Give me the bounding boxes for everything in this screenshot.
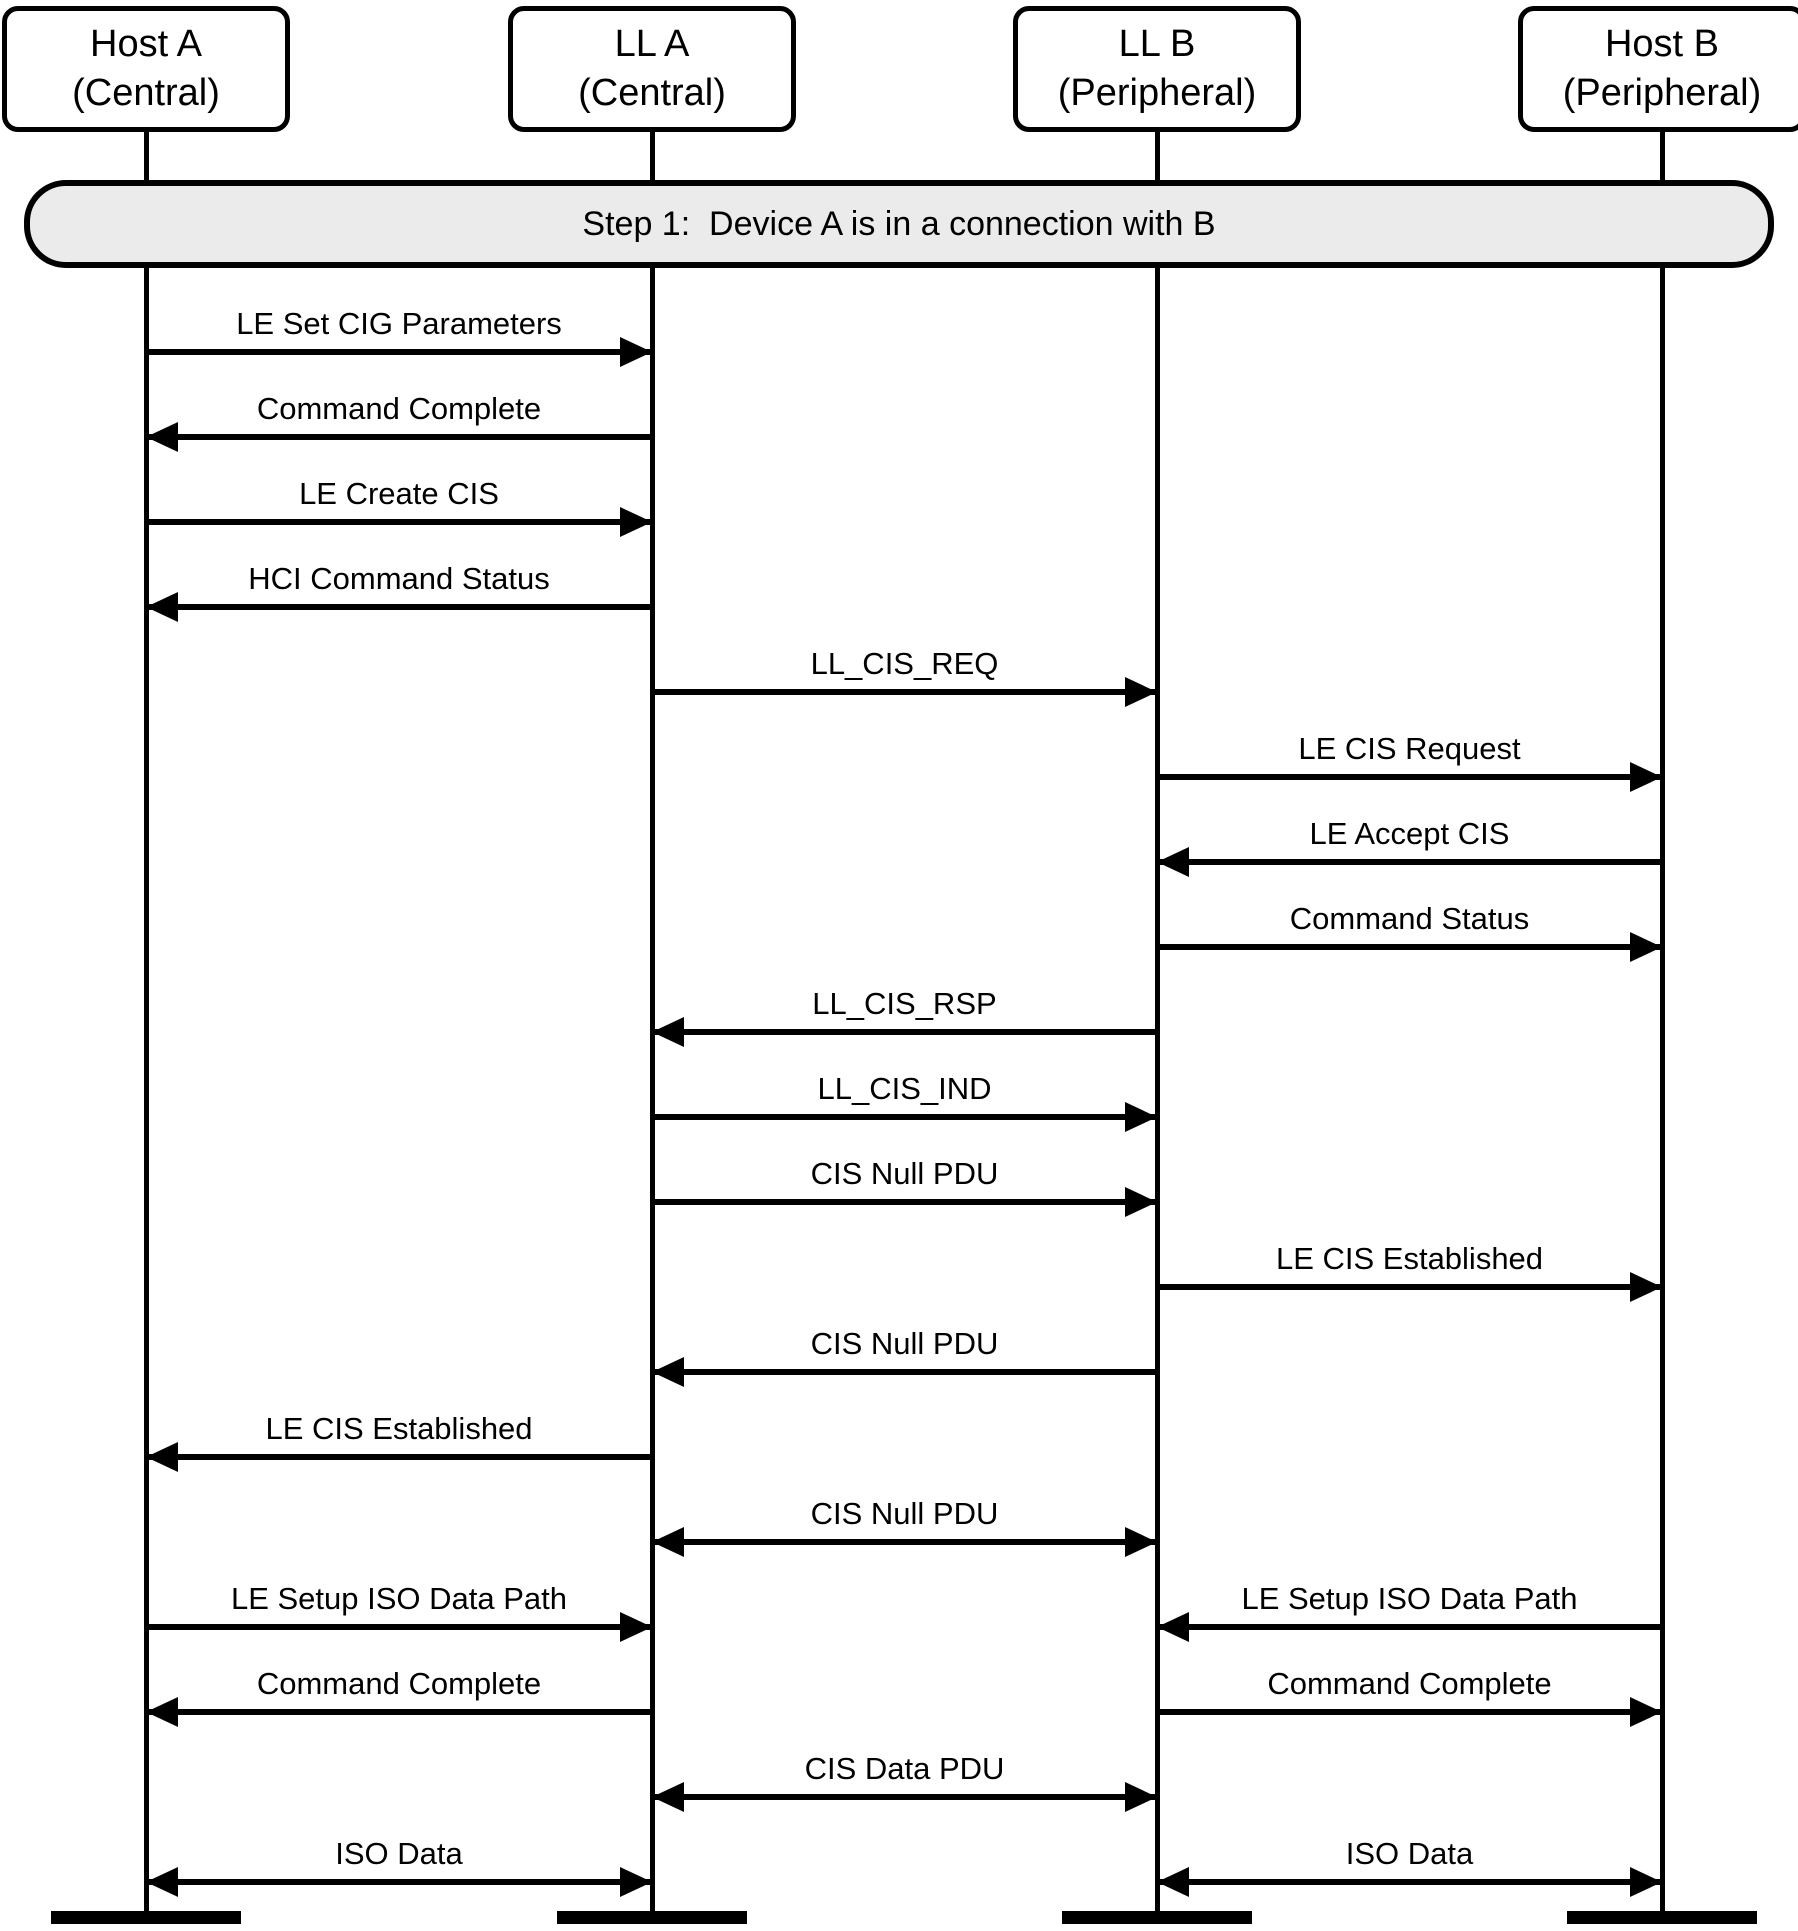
message-label: LE CIS Established bbox=[1275, 1241, 1544, 1276]
arrowhead-left-icon bbox=[146, 1442, 178, 1472]
arrowhead-right-icon bbox=[1630, 1697, 1662, 1727]
message-label: LE Setup ISO Data Path bbox=[230, 1581, 568, 1616]
message-line bbox=[146, 604, 652, 610]
arrowhead-right-icon bbox=[1630, 1867, 1662, 1897]
message-label: Command Complete bbox=[1267, 1666, 1552, 1701]
message-label: LE CIS Established bbox=[265, 1411, 533, 1446]
message-label: LL_CIS_IND bbox=[817, 1071, 992, 1106]
arrowhead-left-icon bbox=[652, 1357, 684, 1387]
message-line bbox=[652, 1199, 1157, 1205]
message-line bbox=[1157, 1879, 1662, 1885]
arrowhead-left-icon bbox=[652, 1527, 684, 1557]
message-line bbox=[146, 1624, 652, 1630]
message-line bbox=[1157, 859, 1662, 865]
lifeline-line-host-b bbox=[1660, 130, 1665, 1920]
message-line bbox=[146, 1454, 652, 1460]
arrowhead-left-icon bbox=[1157, 1867, 1189, 1897]
arrowhead-right-icon bbox=[620, 507, 652, 537]
message-line bbox=[1157, 1709, 1662, 1715]
lifeline-role: (Central) bbox=[72, 72, 220, 114]
message-line bbox=[1157, 1624, 1662, 1630]
arrowhead-left-icon bbox=[1157, 847, 1189, 877]
lifeline-head-host-a bbox=[2, 6, 290, 132]
message-line bbox=[652, 1114, 1157, 1120]
arrowhead-left-icon bbox=[146, 592, 178, 622]
message-label: ISO Data bbox=[1345, 1836, 1474, 1871]
message-line bbox=[146, 1709, 652, 1715]
arrowhead-right-icon bbox=[620, 1867, 652, 1897]
lifeline-end-bar-host-a bbox=[51, 1911, 241, 1924]
lifeline-end-bar-host-b bbox=[1567, 1911, 1757, 1924]
message-line bbox=[146, 434, 652, 440]
message-line bbox=[652, 689, 1157, 695]
arrowhead-left-icon bbox=[652, 1782, 684, 1812]
arrowhead-right-icon bbox=[1630, 1272, 1662, 1302]
message-label: LE Set CIG Parameters bbox=[236, 306, 562, 341]
message-label: Command Status bbox=[1289, 901, 1530, 936]
arrowhead-left-icon bbox=[1157, 1612, 1189, 1642]
arrowhead-right-icon bbox=[1125, 677, 1157, 707]
arrowhead-left-icon bbox=[146, 1697, 178, 1727]
arrowhead-right-icon bbox=[1630, 762, 1662, 792]
message-line bbox=[652, 1539, 1157, 1545]
arrowhead-right-icon bbox=[1125, 1527, 1157, 1557]
arrowhead-left-icon bbox=[652, 1017, 684, 1047]
message-label: Command Complete bbox=[256, 391, 542, 426]
message-label: LE Setup ISO Data Path bbox=[1241, 1581, 1578, 1616]
message-label: LE Accept CIS bbox=[1309, 816, 1510, 851]
arrowhead-right-icon bbox=[1125, 1782, 1157, 1812]
message-line bbox=[652, 1369, 1157, 1375]
lifeline-name: Host A bbox=[90, 22, 202, 65]
message-line bbox=[146, 1879, 652, 1885]
message-label: ISO Data bbox=[335, 1836, 463, 1871]
lifeline-name: LL A bbox=[614, 22, 690, 65]
message-label: LL_CIS_RSP bbox=[812, 986, 997, 1021]
message-line bbox=[652, 1794, 1157, 1800]
lifeline-name: Host B bbox=[1604, 22, 1720, 65]
message-label: CIS Data PDU bbox=[804, 1751, 1005, 1786]
message-line bbox=[146, 349, 652, 355]
message-line bbox=[1157, 1284, 1662, 1290]
message-label: CIS Null PDU bbox=[810, 1156, 999, 1191]
arrowhead-right-icon bbox=[1630, 932, 1662, 962]
arrowhead-right-icon bbox=[620, 337, 652, 367]
arrowhead-left-icon bbox=[146, 1867, 178, 1897]
arrowhead-left-icon bbox=[146, 422, 178, 452]
arrowhead-right-icon bbox=[1125, 1102, 1157, 1132]
lifeline-head-host-b bbox=[1518, 6, 1798, 132]
lifeline-role: (Peripheral) bbox=[1562, 72, 1762, 114]
message-label: LL_CIS_REQ bbox=[810, 646, 999, 681]
message-line bbox=[1157, 774, 1662, 780]
lifeline-end-bar-ll-b bbox=[1062, 1911, 1252, 1924]
lifeline-role: (Peripheral) bbox=[1057, 72, 1257, 114]
arrowhead-right-icon bbox=[620, 1612, 652, 1642]
lifeline-head-ll-a bbox=[508, 6, 796, 132]
lifeline-line-ll-b bbox=[1155, 130, 1160, 1920]
message-line bbox=[146, 519, 652, 525]
message-label: Command Complete bbox=[256, 1666, 542, 1701]
arrowhead-right-icon bbox=[1125, 1187, 1157, 1217]
step-banner-label: Step 1: Device A is in a connection with B bbox=[582, 204, 1216, 243]
lifeline-name: LL B bbox=[1118, 22, 1196, 65]
message-label: LE Create CIS bbox=[299, 476, 499, 511]
message-line bbox=[1157, 944, 1662, 950]
step-banner bbox=[24, 180, 1774, 268]
message-line bbox=[652, 1029, 1157, 1035]
lifeline-role: (Central) bbox=[578, 72, 726, 114]
message-label: CIS Null PDU bbox=[810, 1326, 999, 1361]
message-label: LE CIS Request bbox=[1298, 731, 1521, 766]
message-label: HCI Command Status bbox=[248, 561, 550, 596]
lifeline-head-ll-b bbox=[1013, 6, 1301, 132]
lifeline-end-bar-ll-a bbox=[557, 1911, 747, 1924]
message-label: CIS Null PDU bbox=[810, 1496, 999, 1531]
